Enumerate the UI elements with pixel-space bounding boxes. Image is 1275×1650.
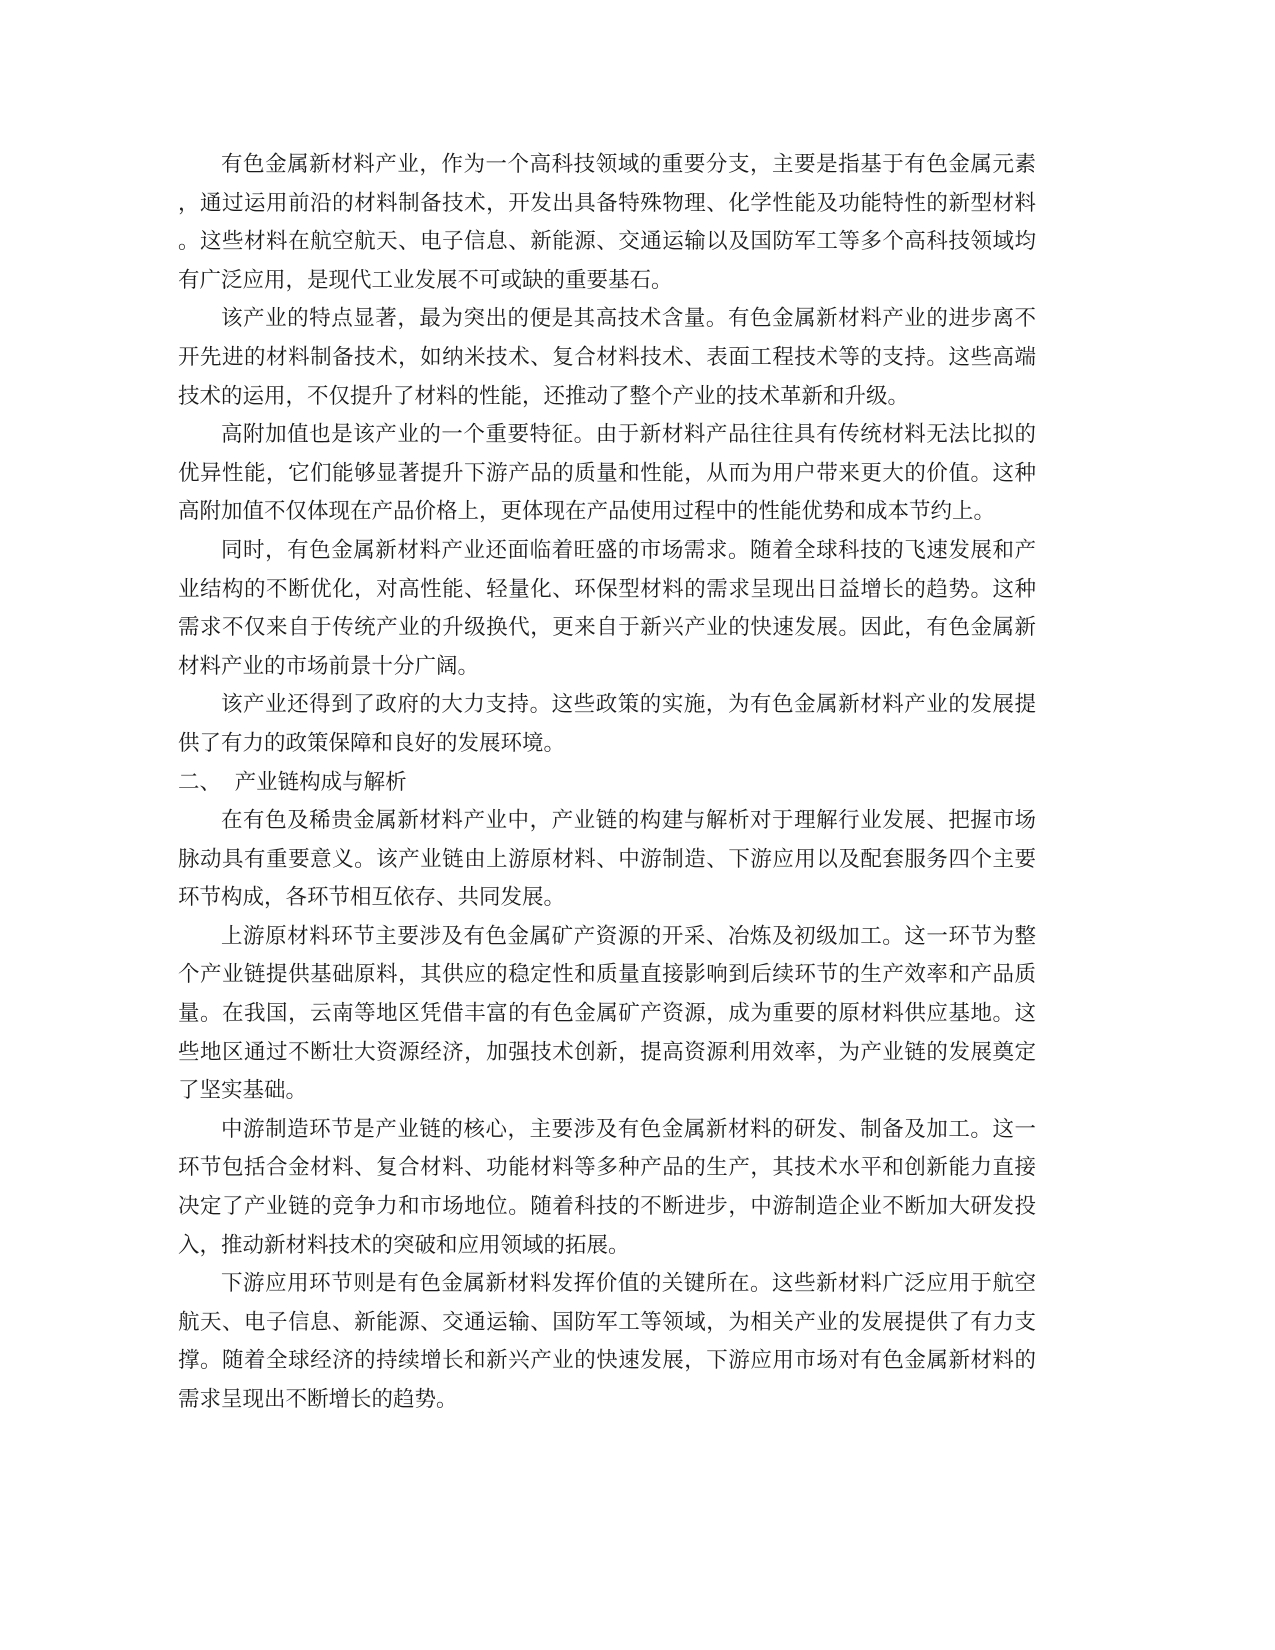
paragraph-overview: 有色金属新材料产业，作为一个高科技领域的重要分支，主要是指基于有色金属元素，通过运用前沿的材料制备技术，开发出具备特殊物理、化学性能及功能特性的新型材料。这些材料在航空航天、电子信息、新能源、交通运输以及国防军工等多个高科技领域均有广泛应用，是现代工业发展不可或缺的重要基石。 — [178, 152, 1036, 293]
paragraph-midstream: 中游制造环节是产业链的核心，主要涉及有色金属新材料的研发、制备及加工。这一环节包括合金材料、复合材料、功能材料等多种产品的生产，其技术水平和创新能力直接决定了产业链的竞争力和市场地位。随着科技的不断进步，中游制造企业不断加大研发投入，推动新材料技术的突破和应用领域的拓展。 — [178, 1116, 1036, 1258]
paragraph-high-value: 高附加值也是该产业的一个重要特征。由于新材料产品往往具有传统材料无法比拟的优异性能，它们能够显著提升下游产品的质量和性能，从而为用户带来更大的价值。这种高附加值不仅体现在产品价格上，更体现在产品使用过程中的性能优势和成本节约上。 — [178, 422, 1036, 525]
section-heading: 二、 产业链构成与解析 — [178, 769, 407, 795]
paragraph-upstream: 上游原材料环节主要涉及有色金属矿产资源的开采、冶炼及初级加工。这一环节为整个产业链提供基础原料，其供应的稳定性和质量直接影响到后续环节的生产效率和产品质量。在我国，云南等地区凭借丰富的有色金属矿产资源，成为重要的原材料供应基地。这些地区通过不断壮大资源经济，加强技术创新，提高资源利用效率，为产业链的发展奠定了坚实基础。 — [178, 923, 1036, 1104]
paragraph-downstream: 下游应用环节则是有色金属新材料发挥价值的关键所在。这些新材料广泛应用于航空航天、电子信息、新能源、交通运输、国防军工等领域，为相关产业的发展提供了有力支撑。随着全球经济的持续增长和新兴产业的快速发展，下游应用市场对有色金属新材料的需求呈现出不断增长的趋势。 — [178, 1271, 1036, 1412]
paragraph-chain-intro: 在有色及稀贵金属新材料产业中，产业链的构建与解析对于理解行业发展、把握市场脉动具有重要意义。该产业链由上游原材料、中游制造、下游应用以及配套服务四个主要环节构成，各环节相互依存、共同发展。 — [178, 808, 1036, 911]
paragraph-high-tech: 该产业的特点显著，最为突出的便是其高技术含量。有色金属新材料产业的进步离不开先进的材料制备技术，如纳米技术、复合材料技术、表面工程技术等的支持。这些高端技术的运用，不仅提升了材料的性能，还推动了整个产业的技术革新和升级。 — [178, 306, 1036, 409]
document-page — [178, 146, 1036, 1420]
paragraph-market-demand: 同时，有色金属新材料产业还面临着旺盛的市场需求。随着全球科技的飞速发展和产业结构的不断优化，对高性能、轻量化、环保型材料的需求呈现出日益增长的趋势。这种需求不仅来自于传统产业的升级换代，更来自于新兴产业的快速发展。因此，有色金属新材料产业的市场前景十分广阔。 — [178, 537, 1036, 679]
paragraph-policy-support: 该产业还得到了政府的大力支持。这些政策的实施，为有色金属新材料产业的发展提供了有力的政策保障和良好的发展环境。 — [178, 692, 1036, 756]
